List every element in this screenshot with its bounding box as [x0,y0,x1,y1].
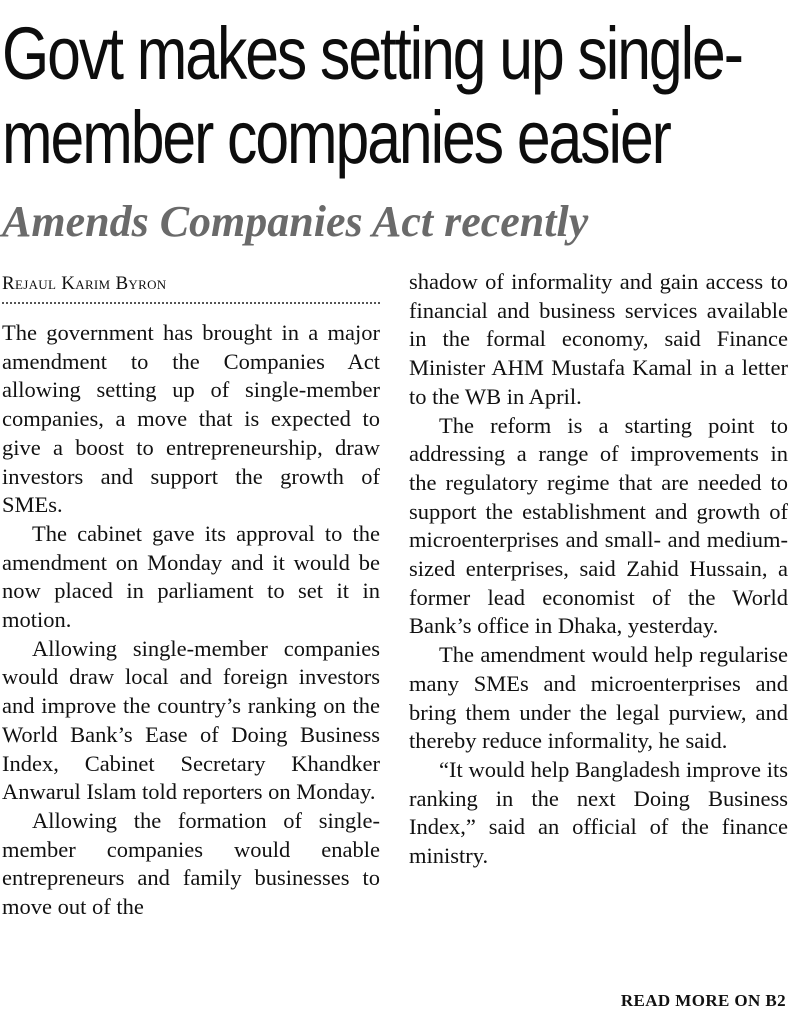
paragraph: Allowing single-member companies would draw local and foreign investors and improve the country’s ranking on the World Bank’s Ease of Doing Business Index, Cabinet Secretary Khandker Anwarul Islam told reporters on Monday. [2,635,380,805]
paragraph: The reform is a starting point to addressing a range of improvements in the regulatory regime that are needed to support the establishment and growth of microenterprises and small- and medium-sized enterprises, said Zahid Hussain, a former lead economist of the World Bank’s office in Dhaka, yesterday. [409,412,788,639]
paragraph: The amendment would help regularise many SMEs and microenterprises and bring them under the legal purview, and thereby reduce informality, he said. [409,642,788,754]
headline-line-2: member companies easier [2,96,670,179]
paragraph: The government has brought in a major amendment to the Companies Act allowing setting up of single-member companies, a move that is expected to give a boost to entrepreneurship, draw investors and support the growth of SMEs. [2,320,380,518]
byline: Rejaul Karim Byron [2,272,380,304]
paragraph: “It would help Bangladesh improve its ranking in the next Doing Business Index,” said an official of the finance ministry. [409,756,788,869]
paragraph: Allowing the formation of single-member companies would enable entrepreneurs and family businesses to move out of the [2,807,380,920]
headline-line-1: Govt makes setting up single- [2,12,742,95]
article-column-left [2,319,380,922]
article-column-right [409,268,788,871]
read-more-link[interactable]: READ MORE ON B2 [620,991,786,1010]
paragraph-continued: shadow of informality and gain access to financial and business services available in the formal economy, said Finance Minister AHM Mustafa Kamal in a letter to the WB in April. [409,269,788,409]
paragraph: The cabinet gave its approval to the amendment on Monday and it would be now placed in parliament to set it in motion. [2,520,380,633]
headline [2,12,742,180]
subheadline: Amends Companies Act recently [2,197,589,246]
